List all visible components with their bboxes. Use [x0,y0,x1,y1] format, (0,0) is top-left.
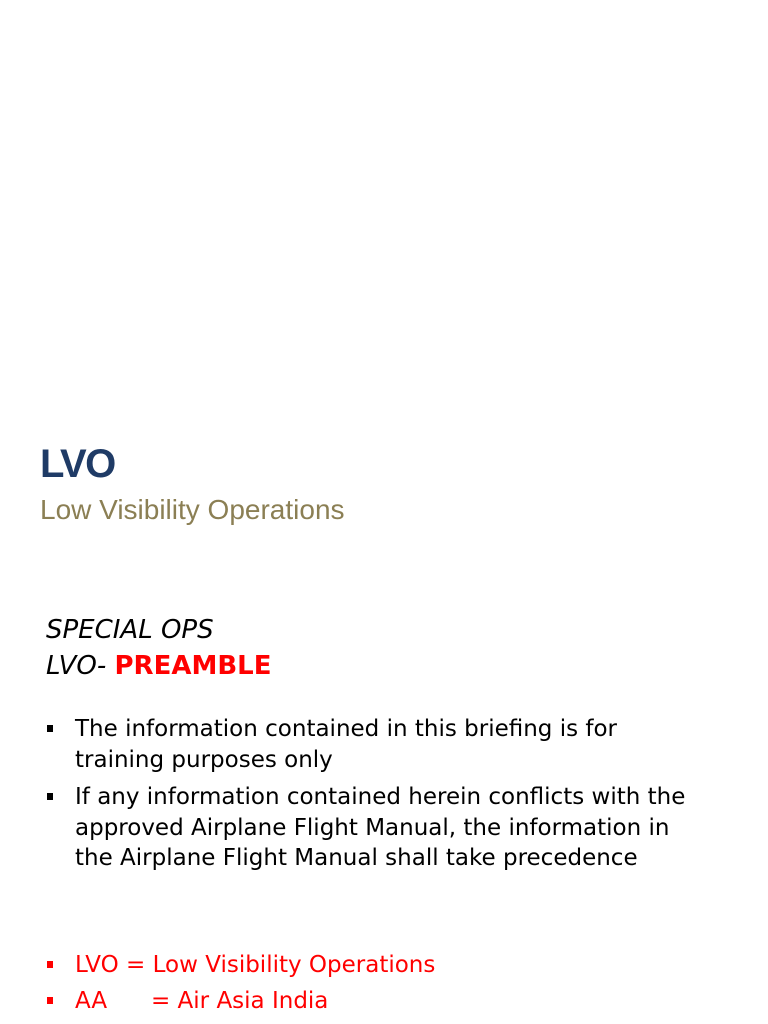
bullet-text: AA = Air Asia India [75,987,329,1014]
slide-title: LVO [40,442,115,486]
slide-subtitle: Low Visibility Operations [40,494,345,525]
section-heading [46,612,271,684]
list-item [44,986,435,1017]
abbreviation-list [44,950,435,1021]
section-line-1: SPECIAL OPS [46,615,214,645]
section-prefix: LVO- [46,651,115,681]
section-emphasis: PREAMBLE [114,651,272,681]
list-item [44,950,435,981]
bullet-square-icon [47,725,53,732]
disclaimer-list [44,714,704,881]
bullet-square-icon [47,997,53,1004]
bullet-text: If any information contained herein conflicts with the approved Airplane Flight Manual, the information in the Airplane Flight Manual shall take precedence [75,784,686,871]
bullet-text: The information contained in this briefing is for training purposes only [75,716,618,773]
bullet-square-icon [47,961,53,968]
list-item [44,782,704,874]
section-line-2 [46,648,271,684]
bullet-text: LVO = Low Visibility Operations [75,952,436,978]
list-item [44,714,704,775]
bullet-square-icon [47,793,53,800]
